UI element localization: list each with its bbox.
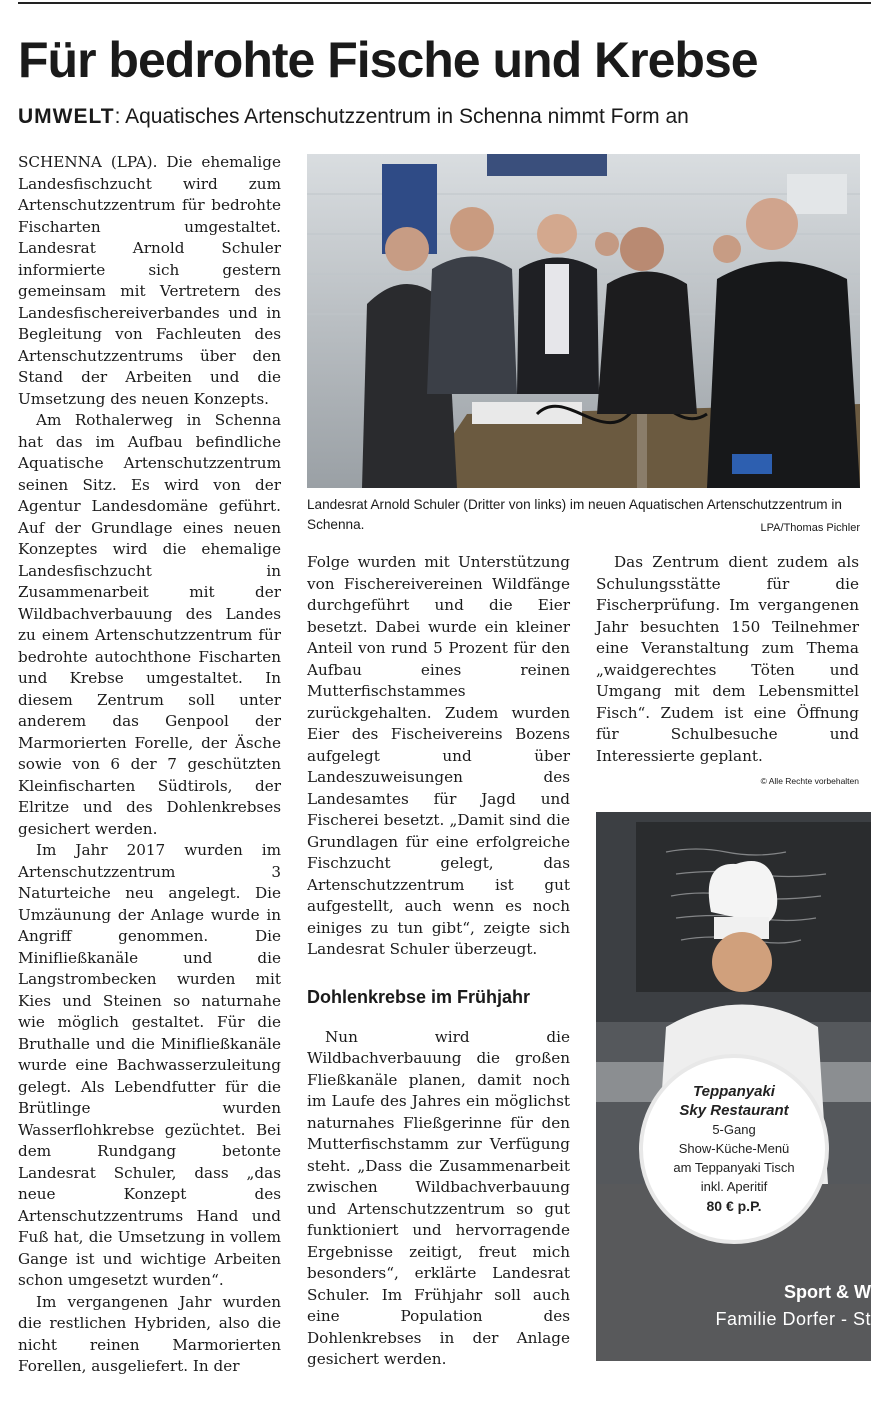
crosshead: Dohlenkrebse im Frühjahr	[307, 986, 531, 1007]
headline: Für bedrohte Fische und Krebse	[18, 32, 758, 88]
ad-line: am Teppanyaki Tisch	[673, 1160, 795, 1175]
paragraph: Im Jahr 2017 wurden im Artenschutzzentrum 3 Naturteiche neu angelegt. Die Umzäunung der Anlage wurde in Angriff genommen. Die Minifließkanäle und die Langstrombecken wurden mit Kies und Steinen so naturnahe wie möglich gestaltet. Für die Bruthalle und die Minifließkanäle wurde eine Bachwasserzuleitung gelegt. Als Lebendfutter für die Brütlinge wurden Wasserflohkrebse gezüchtet. Bei dem Rundgang betonte Landesrat Schuler, dass „das neue Konzept des Artenschutzzentrums Hand und Fuß hat, die Umsetzung in vollem Gange ist und wichtige Arbeiten schon umgesetzt wurden“.	[18, 841, 281, 1289]
paragraph-text: Das Zentrum dient zudem als Schulungsstätte für die Fischerprüfung. Im vergangenen Jahr besuchten 150 Teilnehmer eine Veranstaltung zum Thema „waidgerechtes Töten und Umgang mit dem Lebensmittel Fisch“. Zudem ist eine Öffnung für Schulbesuche und Interessierte geplant.	[596, 553, 859, 765]
article-column-1	[18, 152, 281, 1378]
kicker: UMWELT	[18, 105, 115, 128]
ad-offer-badge	[639, 1054, 829, 1244]
ad-title-line2: Sky Restaurant	[679, 1102, 789, 1119]
ad-line: inkl. Aperitif	[700, 1179, 768, 1194]
article-column-3	[596, 552, 859, 793]
article-photo	[307, 154, 860, 488]
top-rule	[18, 2, 871, 4]
photo-illustration	[307, 154, 860, 488]
advertisement[interactable]	[596, 812, 871, 1361]
subheadline	[18, 103, 871, 131]
paragraph: Im vergangenen Jahr wurden die restlichen Hybriden, also die nicht reinen Marmorierten Forellen, ausgeliefert. In der	[18, 1292, 281, 1375]
paragraph: SCHENNA (LPA). Die ehemalige Landesfischzucht wird zum Artenschutzzentrum für bedrohte Fischarten umgestaltet. Landesrat Arnold Schuler informierte sich gestern gemeinsam mit Vertretern des Landesfischereiverbandes und in Begleitung von Fachleuten des Artenschutzzentrums über den Stand der Arbeiten und die Umsetzung des neuen Konzepts.	[18, 153, 281, 408]
paragraph: Nun wird die Wildbachverbauung die großen Fließkanäle planen, damit noch im Laufe des Jahres ein möglichst naturnahes Fließgerinne für den Mutterfischstamm zur Verfügung steht. „Dass die Zusammenarbeit zwischen Wildbachverbauung und Artenschutzzentrum so gut funktioniert und hervorragende Ergebnisse zeitigt, freut mich besonders“, erklärte Landesrat Schuler. Im Frühjahr soll auch eine Population des Dohlenkrebses in der Anlage gesichert werden.	[307, 1027, 570, 1368]
copyright-notice: © Alle Rechte vorbehalten	[760, 776, 859, 786]
article-column-2	[307, 552, 570, 1371]
caption-text: Landesrat Arnold Schuler (Dritter von links) im neuen Aquatischen Artenschutzzentrum in Schenna.	[307, 497, 842, 532]
paragraph	[596, 552, 859, 786]
ad-sport-text: Sport & W	[784, 1282, 871, 1302]
ad-line: Show-Küche-Menü	[678, 1141, 790, 1156]
photo-caption	[307, 495, 860, 538]
paragraph: Folge wurden mit Unterstützung von Fischereivereinen Wildfänge durchgeführt und die Eier besetzt. Dabei wurde ein kleiner Anteil von rund 5 Prozent für den Aufbau eines reinen Mutterfischstammes zurückgehalten. Zudem wurden Eier des Fischeivereins Bozens aufgelegt und über Landeszuweisungen des Landesamtes für Jagd und Fischerei besetzt. „Damit sind die Grundlagen für eine erfolgreiche Fischzucht gelegt, das Artenschutzzentrum ist gut aufgestellt, auch wenn es noch einiges zu tun gibt“, zeigte sich Landesrat Schuler überzeugt.	[307, 553, 570, 958]
ad-line: 5-Gang	[712, 1122, 756, 1137]
subheadline-text: : Aquatisches Artenschutzzentrum in Schenna nimmt Form an	[114, 105, 689, 128]
photo-credit: LPA/Thomas Pichler	[760, 522, 860, 534]
paragraph: Am Rothalerweg in Schenna hat das im Aufbau befindliche Aquatische Artenschutzzentrum seinen Sitz. Es wird von der Agentur Landesdomäne geführt. Auf der Grundlage eines neuen Konzeptes wird die ehemalige Landesfischzucht in Zusammenarbeit mit der Wildbachverbauung des Landes zu einem Artenschutzzentrum für bedrohte autochthone Fischarten und Krebse umgestaltet. In diesem Zentrum soll unter anderem das Genpool der Marmorierten Forelle, der Äsche sowie von 6 der 7 geschützten Kleinfischarten Südtirols, der Elritze und des Dohlenkrebses gesichert werden.	[18, 411, 281, 838]
ad-family-text: Familie Dorfer - St	[715, 1309, 871, 1329]
ad-price: 80 € p.P.	[706, 1198, 762, 1214]
ad-title-line1: Teppanyaki	[693, 1083, 775, 1100]
